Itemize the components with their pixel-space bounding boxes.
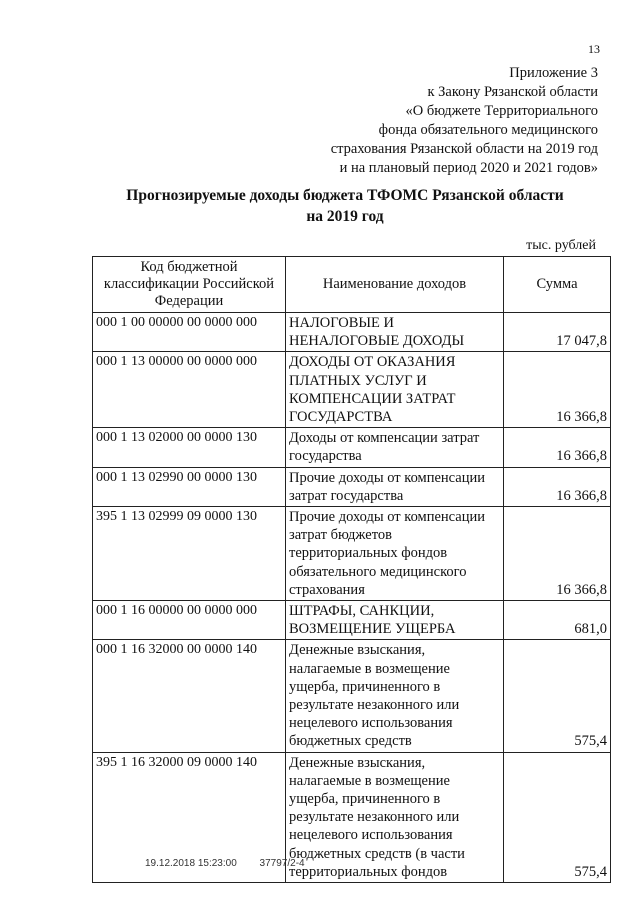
- page-number: 13: [588, 42, 600, 56]
- row-amount: 575,4: [504, 752, 611, 882]
- revenue-table: [92, 256, 611, 883]
- row-amount: 681,0: [504, 601, 611, 640]
- appendix-line: и на плановый период 2020 и 2021 годов»: [339, 160, 598, 176]
- row-name: Денежные взыскания, налагаемые в возмещение ущерба, причиненного в результате незаконного или нецелевого использования бюджетных средств: [286, 640, 504, 752]
- row-name: НАЛОГОВЫЕ И НЕНАЛОГОВЫЕ ДОХОДЫ: [286, 313, 504, 352]
- table-header-row: [93, 257, 611, 313]
- row-amount: 17 047,8: [504, 313, 611, 352]
- appendix-line: «О бюджете Территориального: [405, 103, 598, 119]
- appendix-line: к Закону Рязанской области: [427, 84, 598, 100]
- table-row: [93, 507, 611, 601]
- table-row: [93, 352, 611, 428]
- appendix-line: фонда обязательного медицинского: [378, 122, 598, 138]
- header-name: Наименование доходов: [286, 257, 504, 313]
- table-row: [93, 428, 611, 467]
- footer-stamp: [145, 858, 305, 869]
- appendix-line: Приложение 3: [509, 65, 598, 81]
- table-row: [93, 313, 611, 352]
- row-amount: 16 366,8: [504, 507, 611, 601]
- row-name: Прочие доходы от компенсации затрат государства: [286, 467, 504, 506]
- row-code: 000 1 16 32000 00 0000 140: [93, 640, 286, 752]
- row-code: 000 1 13 02990 00 0000 130: [93, 467, 286, 506]
- unit-label: тыс. рублей: [526, 238, 596, 253]
- row-name: Денежные взыскания, налагаемые в возмещение ущерба, причиненного в результате незаконного или нецелевого использования бюджетных средств (в части территориальных фондов: [286, 752, 504, 882]
- row-code: 000 1 16 00000 00 0000 000: [93, 601, 286, 640]
- row-amount: 16 366,8: [504, 352, 611, 428]
- row-code: 395 1 16 32000 09 0000 140: [93, 752, 286, 882]
- footer-timestamp: 19.12.2018 15:23:00: [145, 858, 237, 869]
- row-code: 395 1 13 02999 09 0000 130: [93, 507, 286, 601]
- table-row: [93, 640, 611, 752]
- row-code: 000 1 13 02000 00 0000 130: [93, 428, 286, 467]
- title-line: Прогнозируемые доходы бюджета ТФОМС Рязанской области: [126, 187, 564, 204]
- appendix-block: [268, 64, 598, 178]
- row-amount: 575,4: [504, 640, 611, 752]
- row-amount: 16 366,8: [504, 467, 611, 506]
- appendix-line: страхования Рязанской области на 2019 год: [330, 141, 598, 157]
- table-row: [93, 601, 611, 640]
- title-line: на 2019 год: [306, 208, 384, 225]
- row-name: Прочие доходы от компенсации затрат бюджетов территориальных фондов обязательного медицинского страхования: [286, 507, 504, 601]
- row-code: 000 1 13 00000 00 0000 000: [93, 352, 286, 428]
- row-name: Доходы от компенсации затрат государства: [286, 428, 504, 467]
- footer-doc-id: 37797/2-4: [259, 858, 305, 869]
- header-code: Код бюджетной классификации Российской Федерации: [93, 257, 286, 313]
- header-amount: Сумма: [504, 257, 611, 313]
- row-code: 000 1 00 00000 00 0000 000: [93, 313, 286, 352]
- table-row: [93, 467, 611, 506]
- row-name: ДОХОДЫ ОТ ОКАЗАНИЯ ПЛАТНЫХ УСЛУГ И КОМПЕНСАЦИИ ЗАТРАТ ГОСУДАРСТВА: [286, 352, 504, 428]
- row-name: ШТРАФЫ, САНКЦИИ, ВОЗМЕЩЕНИЕ УЩЕРБА: [286, 601, 504, 640]
- document-title: [95, 185, 595, 227]
- row-amount: 16 366,8: [504, 428, 611, 467]
